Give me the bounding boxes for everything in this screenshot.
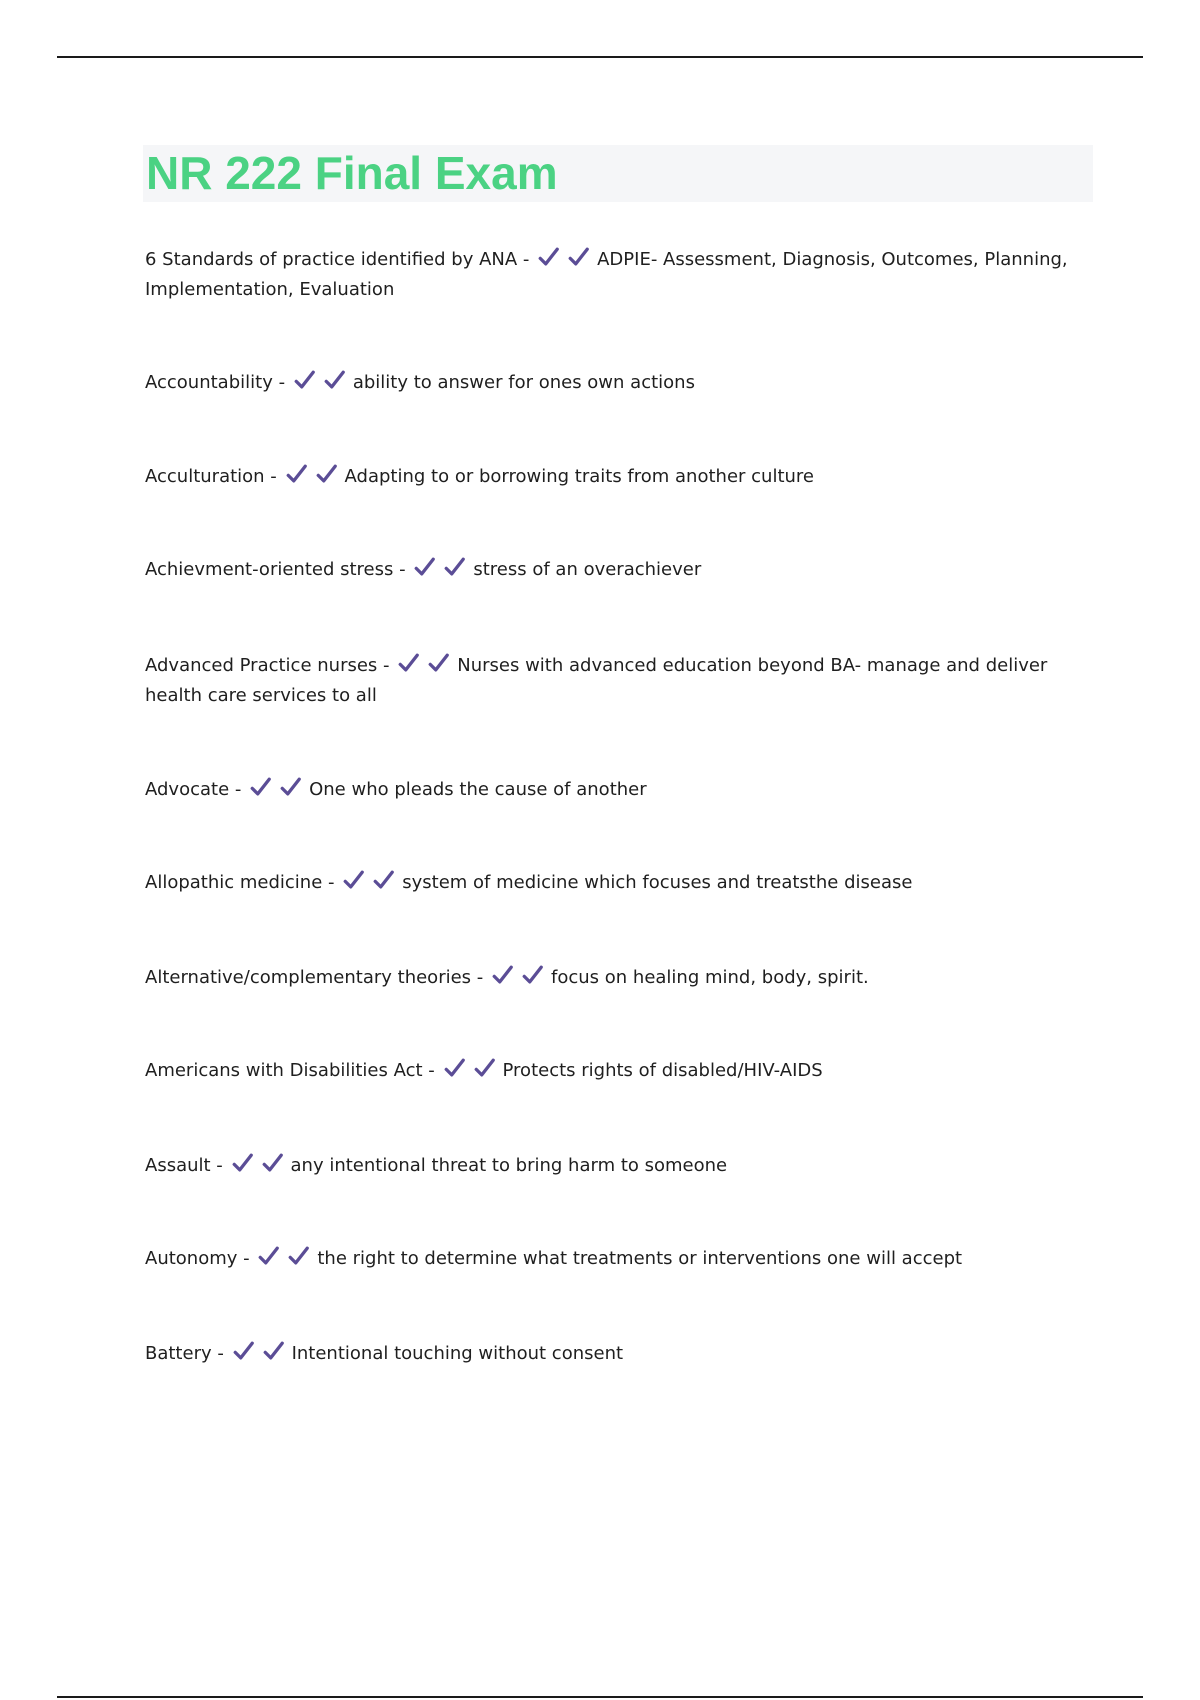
checkmark-icon [285, 463, 308, 485]
entry-separator: - [229, 779, 248, 800]
entry-assault [145, 1151, 1075, 1181]
checkmark-icon [293, 369, 316, 391]
entry-allopathic-medicine [145, 868, 1075, 898]
checkmark-icon [279, 776, 302, 798]
checkmark-icon [232, 1340, 255, 1362]
checkmark-icon [427, 652, 450, 674]
entry-alternative-theories [145, 963, 1075, 993]
entry-autonomy [145, 1244, 1075, 1274]
entry-advanced-practice-nurses [145, 651, 1075, 711]
entry-definition: system of medicine which focuses and treatsthe disease [402, 872, 913, 893]
entry-definition: Intentional touching without consent [291, 1343, 624, 1364]
entry-term: Assault [145, 1155, 211, 1176]
entry-definition: Nurses with advanced education beyond BA- manage and deliver health care services to all [145, 655, 1048, 706]
entry-term: Accountability [145, 372, 273, 393]
checkmark-icon [413, 556, 436, 578]
entry-term: Alternative/complementary theories [145, 967, 472, 988]
checkmark-icon [521, 964, 544, 986]
entry-definition: ADPIE- Assessment, Diagnosis, Outcomes, Planning, Implementation, Evaluation [145, 249, 1068, 300]
entry-separator: - [471, 967, 490, 988]
checkmark-icon [537, 246, 560, 268]
entry-6-standards [145, 245, 1075, 305]
entry-advocate [145, 775, 1075, 805]
entry-definition: Protects rights of disabled/HIV-AIDS [502, 1060, 823, 1081]
checkmark-icon [315, 463, 338, 485]
entry-term: Advanced Practice nurses [145, 655, 378, 676]
entry-term: Allopathic medicine [145, 872, 323, 893]
entry-definition: ability to answer for ones own actions [352, 372, 695, 393]
entry-term: Acculturation [145, 466, 265, 487]
bottom-rule [57, 1696, 1143, 1698]
entry-separator: - [377, 655, 396, 676]
entry-term: Achievment-oriented stress [145, 559, 394, 580]
entry-definition: stress of an overachiever [473, 559, 702, 580]
entry-definition: the right to determine what treatments or interventions one will accept [317, 1248, 963, 1269]
checkmark-icon [262, 1340, 285, 1362]
entry-definition: Adapting to or borrowing traits from another culture [344, 466, 814, 487]
entry-definition: One who pleads the cause of another [309, 779, 647, 800]
checkmark-icon [342, 869, 365, 891]
entry-separator: - [211, 1343, 230, 1364]
entry-acculturation [145, 462, 1075, 492]
checkmark-icon [323, 369, 346, 391]
entry-achievement-stress [145, 555, 1075, 585]
checkmark-icon [567, 246, 590, 268]
entry-accountability [145, 368, 1075, 398]
entry-ada [145, 1056, 1075, 1086]
entry-battery [145, 1339, 1075, 1369]
entry-separator: - [322, 872, 341, 893]
entry-term: Advocate [145, 779, 230, 800]
entry-term: Americans with Disabilities Act [145, 1060, 423, 1081]
checkmark-icon [443, 556, 466, 578]
checkmark-icon [443, 1057, 466, 1079]
entry-term: Autonomy [145, 1248, 238, 1269]
checkmark-icon [261, 1152, 284, 1174]
entry-separator: - [422, 1060, 441, 1081]
top-rule [57, 56, 1143, 58]
checkmark-icon [287, 1245, 310, 1267]
entry-term: Battery [145, 1343, 212, 1364]
entry-definition: any intentional threat to bring harm to someone [290, 1155, 728, 1176]
entry-term: 6 Standards of practice identified by ANA [145, 249, 518, 270]
checkmark-icon [249, 776, 272, 798]
checkmark-icon [257, 1245, 280, 1267]
entry-separator: - [210, 1155, 229, 1176]
entry-separator: - [272, 372, 291, 393]
entry-definition: focus on healing mind, body, spirit. [551, 967, 869, 988]
entry-separator: - [264, 466, 283, 487]
checkmark-icon [372, 869, 395, 891]
checkmark-icon [231, 1152, 254, 1174]
entry-separator: - [393, 559, 412, 580]
checkmark-icon [397, 652, 420, 674]
checkmark-icon [491, 964, 514, 986]
entry-separator: - [517, 249, 536, 270]
checkmark-icon [473, 1057, 496, 1079]
entry-separator: - [237, 1248, 256, 1269]
page-title: NR 222 Final Exam [146, 147, 558, 199]
